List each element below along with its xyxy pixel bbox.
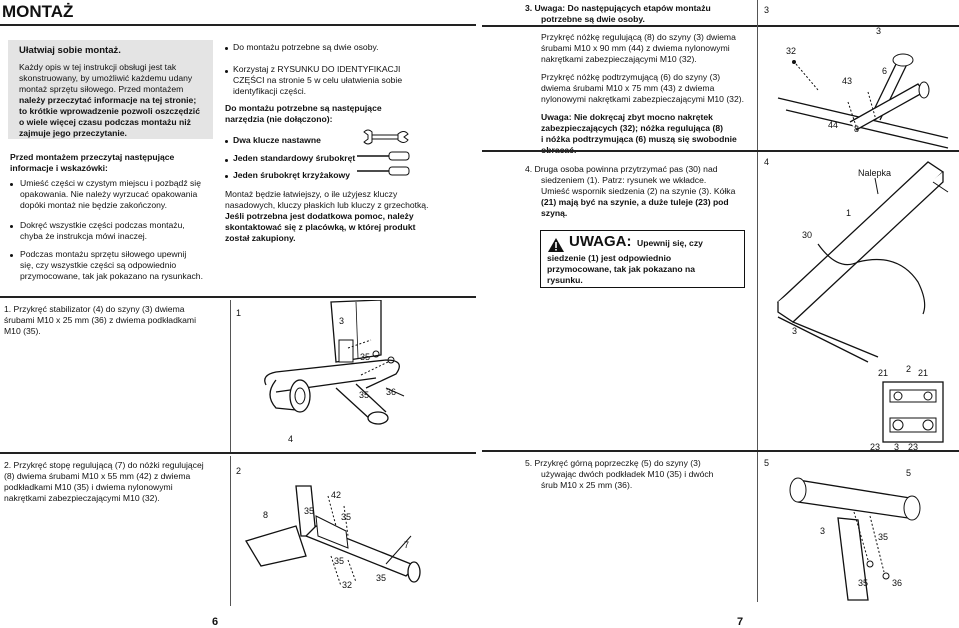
figure-3-diagram	[758, 20, 958, 150]
step-3-heading	[525, 3, 711, 25]
figure-divider	[230, 456, 231, 606]
note-line: Uwaga: Nie dokręcaj zbyt mocno nakrętek	[541, 112, 713, 122]
note-line: został zakupiony.	[225, 233, 296, 243]
heading-line: 3. Uwaga: Do następujących etapów montażu	[525, 3, 711, 13]
step-line: Przykręć nóżkę podtrzymującą (6) do szyny (3)	[541, 72, 721, 82]
read-heading	[10, 152, 174, 174]
tip-heading: Ułatwiaj sobie montaż.	[19, 45, 121, 56]
callout-32: 32	[342, 580, 353, 590]
callout-35: 35	[878, 532, 889, 542]
figure-number: 5	[764, 458, 770, 468]
callout-3: 3	[792, 326, 798, 336]
warning-line: siedzenie (1) jest odpowiednio	[547, 253, 672, 263]
bullet-dot	[225, 70, 228, 73]
callout-35: 35	[341, 512, 352, 522]
step-line: Przykręć nóżkę regulującą (8) do szyny (3) dwiema	[541, 32, 736, 42]
callout-21: 21	[878, 368, 889, 378]
bullet-item	[20, 178, 201, 211]
tool-item: Jeden śrubokręt krzyżakowy	[233, 170, 351, 180]
callout-44: 44	[828, 120, 839, 130]
step-2-text	[4, 460, 204, 504]
bullet-line: opakowania. Nie należy wyrzucać opakowania	[20, 189, 198, 199]
warning-line: Upewnij się, czy	[637, 238, 703, 248]
warning-line: rysunku.	[547, 275, 583, 285]
section-rule	[0, 452, 476, 454]
step-line: śrubami M10 x 25 mm (36) z dwiema podkładkami	[4, 315, 196, 325]
callout-42: 42	[331, 490, 342, 500]
bullet-dot	[225, 175, 228, 178]
callout-21: 21	[918, 368, 929, 378]
callout-35: 35	[304, 506, 315, 516]
tip-box	[8, 40, 213, 139]
callout-6: 6	[882, 66, 888, 76]
bullet-dot	[10, 254, 13, 257]
tip-line: Każdy opis w tej instrukcji obsługi jest tak	[19, 62, 177, 72]
callout-3: 3	[876, 26, 882, 36]
col2-bullet	[233, 64, 402, 97]
bullet-item	[20, 220, 185, 242]
callout-8: 8	[263, 510, 269, 520]
note-line: zabezpieczających (32); nóżka regulująca (8)	[541, 123, 723, 133]
bullet-line: CZĘŚCI na stronie 5 w celu ułatwienia sobie	[233, 75, 403, 85]
step-line: siedzeniem (1). Patrz: rysunek we wkładce.	[541, 175, 707, 185]
tools-heading	[225, 103, 382, 125]
bullet-line: Umieść części w czystym miejscu i pozbądź się	[20, 178, 201, 188]
step-5-text	[525, 458, 713, 491]
bullet-dot	[225, 159, 228, 162]
figure-1-diagram	[236, 300, 476, 452]
bullet-line: się, czy wszystkie części są odpowiednio	[20, 260, 177, 270]
callout-3: 3	[820, 526, 826, 536]
figure-4-diagram	[758, 152, 958, 450]
page-number-left: 6	[212, 616, 219, 628]
callout-30: 30	[802, 230, 813, 240]
step-line: Umieść wspornik siedzenia (2) na szynie (3). Kółka	[541, 186, 736, 196]
callout-5: 5	[906, 468, 912, 478]
figure-number: 2	[236, 466, 242, 476]
callout-35: 35	[360, 352, 371, 362]
step-3-text-2	[541, 72, 744, 105]
read-heading-line: informacje i wskazówki:	[10, 163, 108, 173]
bullet-line: przymocowane, tak jak pokazano na rysunkach.	[20, 271, 203, 281]
step-line: 1. Przykręć stabilizator (4) do szyny (3) dwiema	[4, 304, 185, 314]
page-title: MONTAŻ	[2, 2, 74, 21]
callout-23: 23	[908, 442, 919, 450]
step-line: szyną.	[541, 208, 568, 218]
step-line: podkładkami M10 (35) i dwiema nylonowymi	[4, 482, 173, 492]
tip-line: montaż sprzętu siłowego. Przed montażem	[19, 84, 184, 94]
figure-divider	[230, 300, 231, 452]
warning-line: przymocowane, tak jak pokazano na	[547, 264, 696, 274]
section-rule	[0, 296, 476, 298]
figure-2-diagram	[236, 456, 476, 606]
bullet-line: Korzystaj z RYSUNKU DO IDENTYFIKACJI	[233, 64, 401, 74]
phillips-screwdriver-icon	[355, 165, 411, 177]
bullet-line: Podczas montażu sprzętu siłowego upewnij	[20, 249, 187, 259]
callout-8: 8	[854, 124, 860, 134]
tip-line: zajmuje jego przeczytanie.	[19, 128, 127, 138]
warning-title: UWAGA:	[569, 233, 632, 250]
note-line: i nóżka podtrzymująca (6) muszą się swobodnie	[541, 134, 737, 144]
tip-line: to krótkie wprowadzenie pozwoli oszczędzić	[19, 106, 200, 116]
step-line: śrubami M10 x 90 mm (44) z dwiema nylonowymi	[541, 43, 730, 53]
callout-35: 35	[376, 573, 387, 583]
step-line: 2. Przykręć stopę regulującą (7) do nóżki regulującej	[4, 460, 204, 470]
callout-23: 23	[870, 442, 881, 450]
callout-2: 2	[906, 364, 912, 374]
read-heading-line: Przed montażem przeczytaj następujące	[10, 152, 175, 162]
step-line: śrub M10 x 25 mm (36).	[541, 480, 633, 490]
step-line: nylonowymi nakrętkami zabezpieczającymi M10 (32).	[541, 94, 744, 104]
figure-number: 3	[764, 5, 770, 15]
step-line: 4. Druga osoba powinna przytrzymać pas (30) nad	[525, 164, 718, 174]
screwdriver-icon	[355, 150, 411, 162]
callout-1: 1	[846, 208, 852, 218]
note-line: nasadowych, kluczy płaskich lub kluczy z grzechotką.	[225, 200, 429, 210]
step-1-text	[4, 304, 196, 337]
tip-line: o wiele więcej czasu podczas montażu niż	[19, 117, 191, 127]
warning-box	[540, 230, 745, 288]
callout-35: 35	[858, 578, 869, 588]
tools-heading-line: narzędzia (nie dołączono):	[225, 114, 333, 124]
bullet-line: Dokręć wszystkie części podczas montażu,	[20, 220, 185, 230]
tool-item: Dwa klucze nastawne	[233, 135, 321, 145]
step-line: dwiema śrubami M10 x 75 mm (43) z dwiema	[541, 83, 715, 93]
figure-number: 4	[764, 157, 770, 167]
step-3-text	[541, 32, 736, 65]
bullet-dot	[225, 140, 228, 143]
tools-note	[225, 189, 428, 244]
wrench-icon	[362, 128, 410, 146]
bullet-line: dopóki montaż nie będzie zakończony.	[20, 200, 167, 210]
tool-item: Jeden standardowy śrubokręt	[233, 153, 356, 163]
decal-label: Nalepka	[858, 168, 892, 178]
callout-43: 43	[842, 76, 853, 86]
callout-7: 7	[404, 540, 410, 550]
figure-5-diagram	[758, 452, 958, 602]
step-line: (8) dwiema śrubami M10 x 55 mm (42) z dwiema	[4, 471, 191, 481]
bullet-line: identyfikacji części.	[233, 86, 307, 96]
callout-4: 4	[288, 434, 294, 444]
callout-32: 32	[786, 46, 797, 56]
bullet-dot	[10, 225, 13, 228]
warning-text	[547, 253, 695, 286]
callout-3: 3	[894, 442, 900, 450]
callout-35: 35	[359, 390, 370, 400]
note-line: skontaktować się z placówką, w której produkt	[225, 222, 416, 232]
note-line: Montaż będzie łatwiejszy, o ile użyjesz kluczy	[225, 189, 398, 199]
figure-number: 1	[236, 308, 242, 318]
col2-bullet: Do montażu potrzebne są dwie osoby.	[233, 42, 379, 52]
callout-3: 3	[339, 316, 345, 326]
step-line: 5. Przykręć górną poprzeczkę (5) do szyny (3)	[525, 458, 701, 468]
step-4-text	[525, 164, 735, 219]
bullet-item	[20, 249, 203, 282]
bullet-line: chyba że instrukcja mówi inaczej.	[20, 231, 148, 241]
step-line: nakrętkami zabezpieczającymi M10 (32).	[4, 493, 160, 503]
page-number-right: 7	[737, 616, 744, 628]
note-line: Jeśli potrzebna jest dodatkowa pomoc, należy	[225, 211, 414, 221]
callout-36: 36	[892, 578, 903, 588]
tools-heading-line: Do montażu potrzebne są następujące	[225, 103, 382, 113]
step-line: (21) mają być na szynie, a duże tuleje (23) pod	[541, 197, 729, 207]
heading-line: potrzebne są dwie osoby.	[541, 14, 645, 24]
step-line: używając dwóch podkładek M10 (35) i dwóch	[541, 469, 714, 479]
tip-text	[19, 62, 211, 139]
callout-36: 36	[386, 387, 397, 397]
bullet-dot	[225, 47, 228, 50]
title-rule	[0, 24, 476, 26]
step-line: nakrętkami zabezpieczającymi M10 (32).	[541, 54, 697, 64]
warning-icon	[547, 237, 565, 253]
tip-line: skonstruowany, by umożliwić każdemu udany	[19, 73, 193, 83]
callout-35: 35	[334, 556, 345, 566]
tip-line: należy przeczytać informacje na tej stronie;	[19, 95, 197, 105]
step-line: M10 (35).	[4, 326, 41, 336]
bullet-dot	[10, 183, 13, 186]
